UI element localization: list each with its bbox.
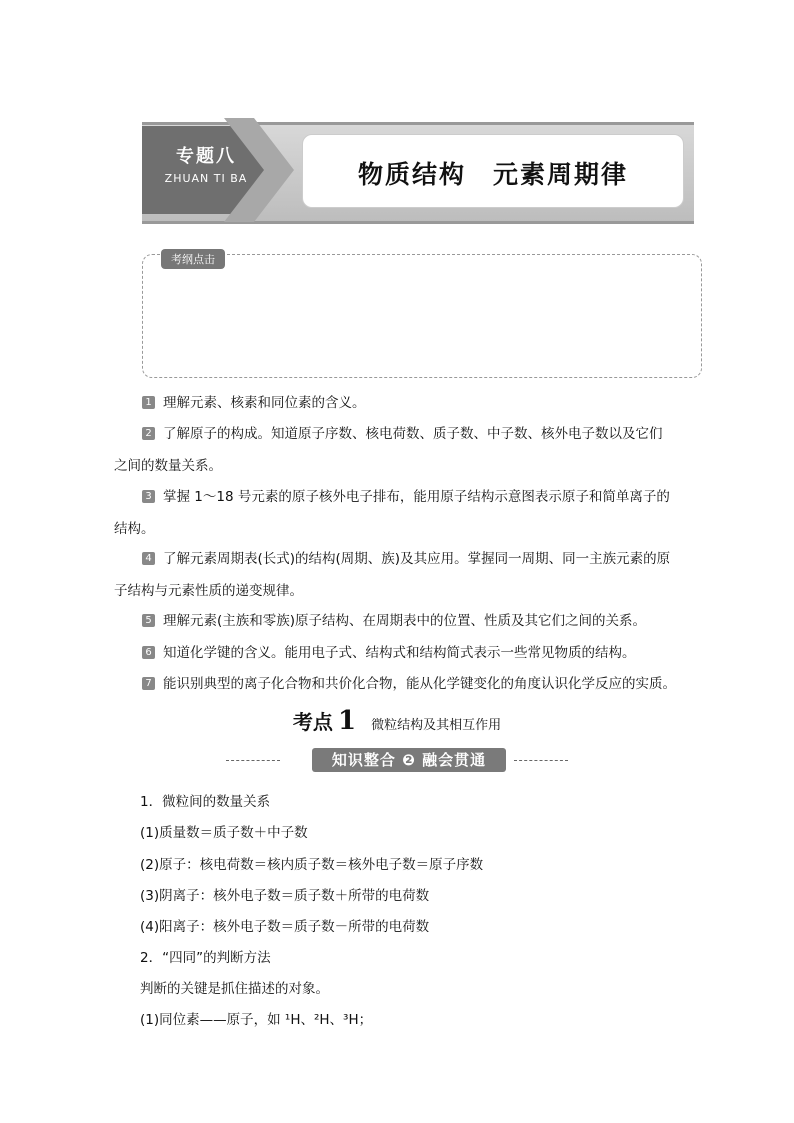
divider-left	[226, 760, 280, 761]
objective-number-icon: 6	[142, 646, 155, 659]
body-line: (4)阳离子：核外电子数＝质子数－所带的电荷数	[140, 919, 430, 935]
objective-text-cont: 结构。	[114, 521, 155, 537]
objective-number-icon: 1	[142, 396, 155, 409]
objective-number-icon: 3	[142, 490, 155, 503]
objective-text-cont: 之间的数量关系。	[114, 458, 222, 474]
objective-item	[114, 668, 704, 700]
section-pill	[312, 748, 506, 772]
section-right-label: 融会贯通	[422, 751, 487, 769]
chapter-tag-label: 专题八	[176, 146, 236, 167]
section-banner	[226, 748, 568, 774]
body-line: (3)阴离子：核外电子数＝质子数＋所带的电荷数	[140, 888, 430, 904]
syllabus-box	[142, 254, 702, 378]
body-line: (1)同位素——原子，如 ¹H、²H、³H；	[140, 1012, 373, 1028]
chapter-banner	[142, 118, 694, 222]
objective-text: 理解元素(主族和零族)原子结构、在周期表中的位置、性质及其它们之间的关系。	[163, 613, 647, 629]
objective-text: 掌握 1～18 号元素的原子核外电子排布，能用原子结构示意图表示原子和简单离子的	[163, 489, 670, 505]
chapter-tag-pinyin: ZHUAN TI BA	[164, 172, 248, 185]
objective-item	[114, 637, 704, 669]
kaodian-heading	[0, 706, 794, 736]
objective-item	[114, 543, 704, 607]
chapter-title: 物质结构 元素周期律	[357, 160, 628, 189]
body-line: (1)质量数＝质子数＋中子数	[140, 825, 308, 841]
chapter-tag	[156, 142, 256, 198]
objective-text: 了解元素周期表(长式)的结构(周期、族)及其应用。掌握同一周期、同一主族元素的原	[163, 551, 671, 567]
objective-number-icon: 5	[142, 614, 155, 627]
objective-text: 能识别典型的离子化合物和共价化合物，能从化学键变化的角度认识化学反应的实质。	[163, 676, 676, 692]
section-left-label: 知识整合	[331, 751, 396, 769]
objective-item	[114, 481, 704, 545]
objective-number-icon: 2	[142, 427, 155, 440]
title-panel	[302, 134, 684, 208]
divider-right	[514, 760, 568, 761]
objective-text: 理解元素、核素和同位素的含义。	[163, 395, 366, 411]
kaodian-label: 考点	[292, 710, 333, 734]
objective-number-icon: 7	[142, 677, 155, 690]
kaodian-number: 1	[337, 706, 357, 736]
objective-text: 了解原子的构成。知道原子序数、核电荷数、质子数、中子数、核外电子数以及它们	[163, 426, 663, 442]
objective-item	[114, 605, 704, 637]
objective-text-cont: 子结构与元素性质的递变规律。	[114, 583, 303, 599]
section-mid-icon: ❷	[402, 751, 416, 769]
body-line: 判断的关键是抓住描述的对象。	[140, 981, 329, 997]
objective-number-icon: 4	[142, 552, 155, 565]
objective-item	[114, 387, 704, 419]
body-line: (2)原子：核电荷数＝核内质子数＝核外电子数＝原子序数	[140, 857, 484, 873]
syllabus-tab: 考纲点击	[161, 249, 225, 269]
objective-text: 知道化学键的含义。能用电子式、结构式和结构简式表示一些常见物质的结构。	[163, 645, 636, 661]
objective-item	[114, 418, 704, 482]
body-heading: 1．微粒间的数量关系	[140, 794, 271, 810]
kaodian-subtitle: 微粒结构及其相互作用	[371, 718, 502, 733]
body-heading: 2．“四同”的判断方法	[140, 950, 271, 966]
